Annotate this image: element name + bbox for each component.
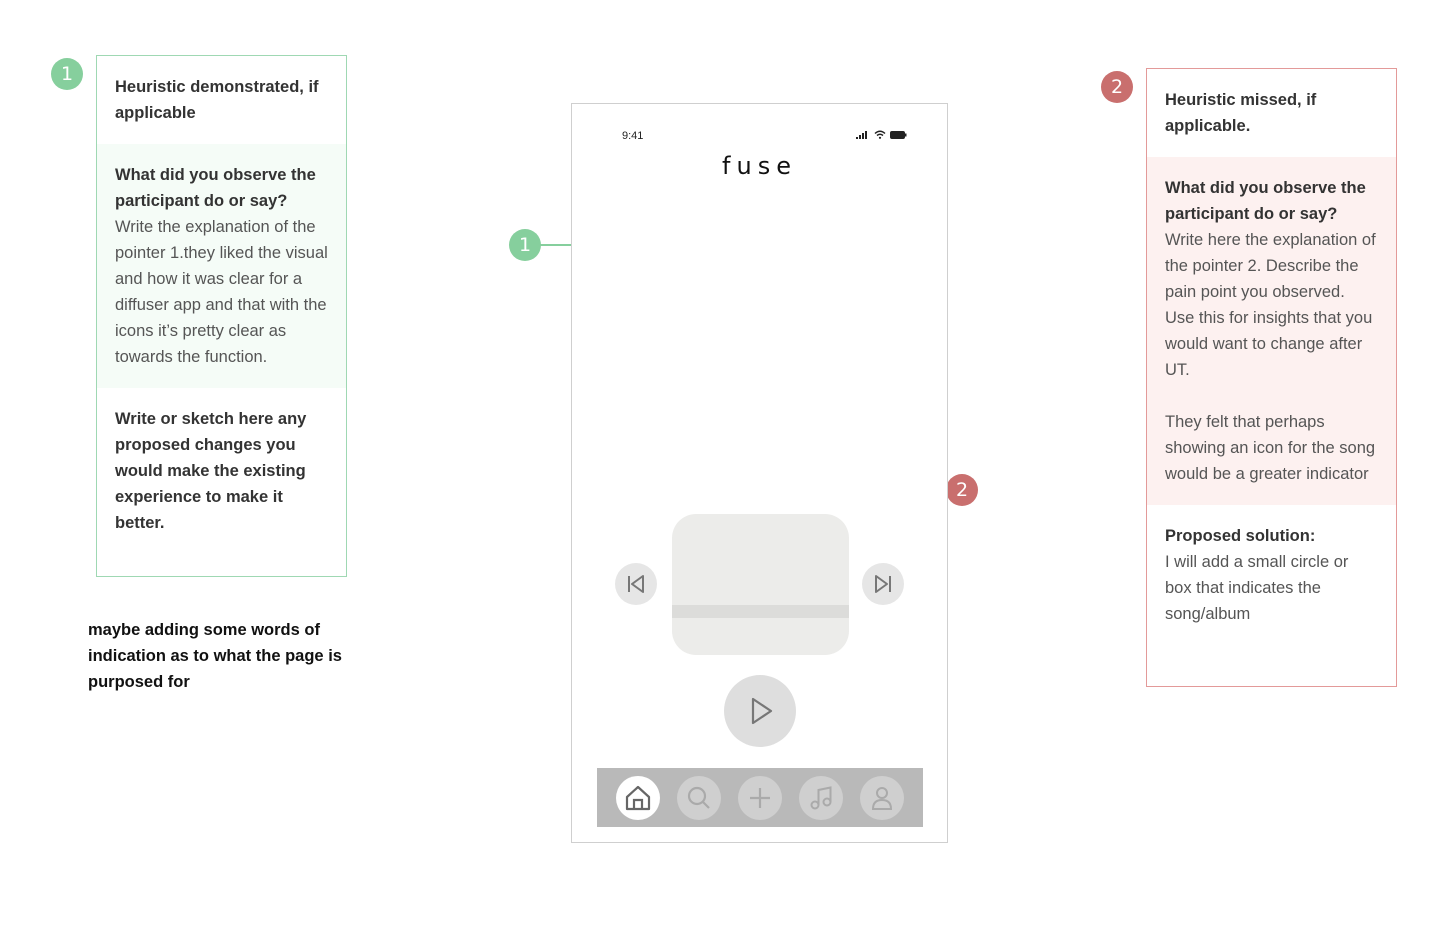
observation-question: What did you observe the participant do or say? <box>1165 179 1366 223</box>
pointer-2-badge: 2 <box>946 474 978 506</box>
search-icon <box>686 785 712 811</box>
phone-mockup <box>571 103 948 843</box>
annotation-1-badge: 1 <box>51 58 83 90</box>
user-icon <box>869 785 895 811</box>
music-note-icon <box>808 785 834 811</box>
heuristic-heading: Heuristic demonstrated, if applicable <box>115 78 319 122</box>
wifi-icon <box>874 130 886 139</box>
progress-track <box>672 605 849 618</box>
skip-previous-icon <box>625 573 647 595</box>
annotation-1-card <box>96 55 347 577</box>
proposal-section <box>1147 505 1396 645</box>
home-icon <box>624 784 652 812</box>
proposal-heading: Proposed solution: <box>1165 527 1316 545</box>
pointer-1-badge: 1 <box>509 229 541 261</box>
proposal-text: I will add a small circle or box that indicates the song/album <box>1165 553 1349 623</box>
observation-text: Write here the explanation of the pointer 2. Describe the pain point you observed. Use this for insights that you would want to change after UT. <box>1165 231 1376 379</box>
observation-text: Write the explanation of the pointer 1.they liked the visual and how it was clear for a diffuser app and that with the icons it’s pretty clear as towards the function. <box>115 218 328 366</box>
app-title: fuse <box>722 152 797 180</box>
tab-bar <box>597 768 923 827</box>
previous-button[interactable] <box>615 563 657 605</box>
heuristic-heading: Heuristic missed, if applicable. <box>1165 91 1317 135</box>
proposal-text: Write or sketch here any proposed changes you would make the existing experience to make it better. <box>115 410 307 532</box>
annotation-2-badge: 2 <box>1101 71 1133 103</box>
tab-add[interactable] <box>738 776 782 820</box>
tab-home[interactable] <box>616 776 660 820</box>
pointer-1-line <box>540 244 572 246</box>
skip-next-icon <box>872 573 894 595</box>
status-time: 9:41 <box>622 130 644 142</box>
status-icons <box>856 130 907 139</box>
tab-music[interactable] <box>799 776 843 820</box>
tab-search[interactable] <box>677 776 721 820</box>
battery-icon <box>890 131 907 139</box>
observation-text-2: They felt that perhaps showing an icon for the song would be a greater indicator <box>1165 413 1376 483</box>
album-art-placeholder <box>672 514 849 655</box>
heuristic-section <box>97 56 346 144</box>
next-button[interactable] <box>862 563 904 605</box>
play-button[interactable] <box>724 675 796 747</box>
annotation-1-note: maybe adding some words of indication as to what the page is purposed for <box>88 621 342 691</box>
tab-profile[interactable] <box>860 776 904 820</box>
play-icon <box>745 696 775 726</box>
signal-icon <box>856 131 870 139</box>
observation-section <box>97 144 346 388</box>
annotation-2-card <box>1146 68 1397 687</box>
observation-question: What did you observe the participant do or say? <box>115 166 316 210</box>
observation-section <box>1147 157 1396 505</box>
plus-icon <box>747 785 773 811</box>
heuristic-section <box>1147 69 1396 157</box>
proposal-section <box>97 388 346 554</box>
